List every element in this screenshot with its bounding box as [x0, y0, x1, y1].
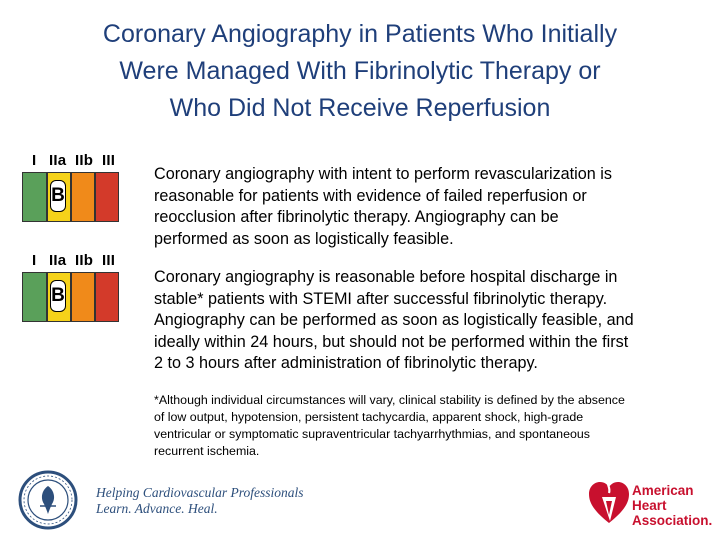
title-line-1: Coronary Angiography in Patients Who Initially: [102, 20, 618, 48]
acc-seal-logo: [18, 470, 78, 530]
recommendation-line: ideally within 24 hours, but should not be performed within the first: [154, 332, 629, 351]
recommendation-line: stable* patients with STEMI after successful fibrinolytic therapy.: [154, 289, 608, 308]
class-i-bar: [22, 172, 47, 222]
class-iib-bar: [71, 172, 95, 222]
level-of-evidence-badge: B: [50, 180, 66, 212]
class-bars: [22, 272, 119, 322]
acc-tagline-line-1: Helping Cardiovascular Professionals: [96, 485, 304, 500]
footnote-line: ventricular or symptomatic supraventricular tachyarrhythmias, and spontaneous: [154, 427, 590, 441]
recommendation-line: Coronary angiography is reasonable before hospital discharge in: [154, 268, 618, 286]
class-iib-bar: [71, 272, 95, 322]
recommendation-line: Coronary angiography with intent to perform revascularization is: [154, 165, 612, 183]
recommendation-line: performed as soon as logistically feasible.: [154, 229, 454, 248]
aha-heart-torch-icon: [588, 477, 630, 527]
recommendation-line: 2 to 3 hours after administration of fibrinolytic therapy.: [154, 354, 538, 372]
class-iii-bar: [95, 172, 119, 222]
class-iii-bar: [95, 272, 119, 322]
class-bars: [22, 172, 119, 222]
class-i-bar: [22, 272, 47, 322]
aha-line-1: American: [632, 483, 694, 498]
aha-line-2: Heart: [632, 498, 667, 513]
class-label-iia: IIa: [49, 252, 67, 269]
title-line-2: Were Managed With Fibrinolytic Therapy or: [119, 57, 601, 85]
title-line-3: Who Did Not Receive Reperfusion: [169, 94, 551, 122]
class-label-iii: III: [102, 252, 116, 269]
class-label-iia: IIa: [49, 152, 67, 169]
level-of-evidence-badge: B: [50, 280, 66, 312]
recommendation-line: reasonable for patients with evidence of failed reperfusion or: [154, 186, 587, 205]
class-label-iib: IIb: [75, 152, 94, 169]
aha-wordmark: [632, 483, 712, 528]
class-label-i: I: [32, 252, 37, 269]
class-label-iii: III: [102, 152, 116, 169]
footnote: [154, 392, 699, 460]
aha-line-3: Association.: [632, 513, 713, 528]
class-label-iib: IIb: [75, 252, 94, 269]
class-label-i: I: [32, 152, 37, 169]
recommendation-2: [154, 267, 694, 375]
slide-title: [20, 16, 700, 127]
recommendation-1: [154, 164, 694, 250]
footnote-line: of low output, hypotension, persistent tachycardia, apparent shock, high-grade: [154, 410, 584, 424]
recommendation-line: reocclusion after fibrinolytic therapy. Angiography can be: [154, 208, 559, 226]
acc-tagline: [96, 485, 304, 517]
acc-tagline-line-2: Learn. Advance. Heal.: [96, 501, 218, 516]
footnote-line: recurrent ischemia.: [154, 444, 260, 458]
footnote-line: *Although individual circumstances will vary, clinical stability is defined by the absence: [154, 393, 625, 407]
recommendation-line: Angiography can be performed as soon as logistically feasible, and: [154, 311, 634, 329]
